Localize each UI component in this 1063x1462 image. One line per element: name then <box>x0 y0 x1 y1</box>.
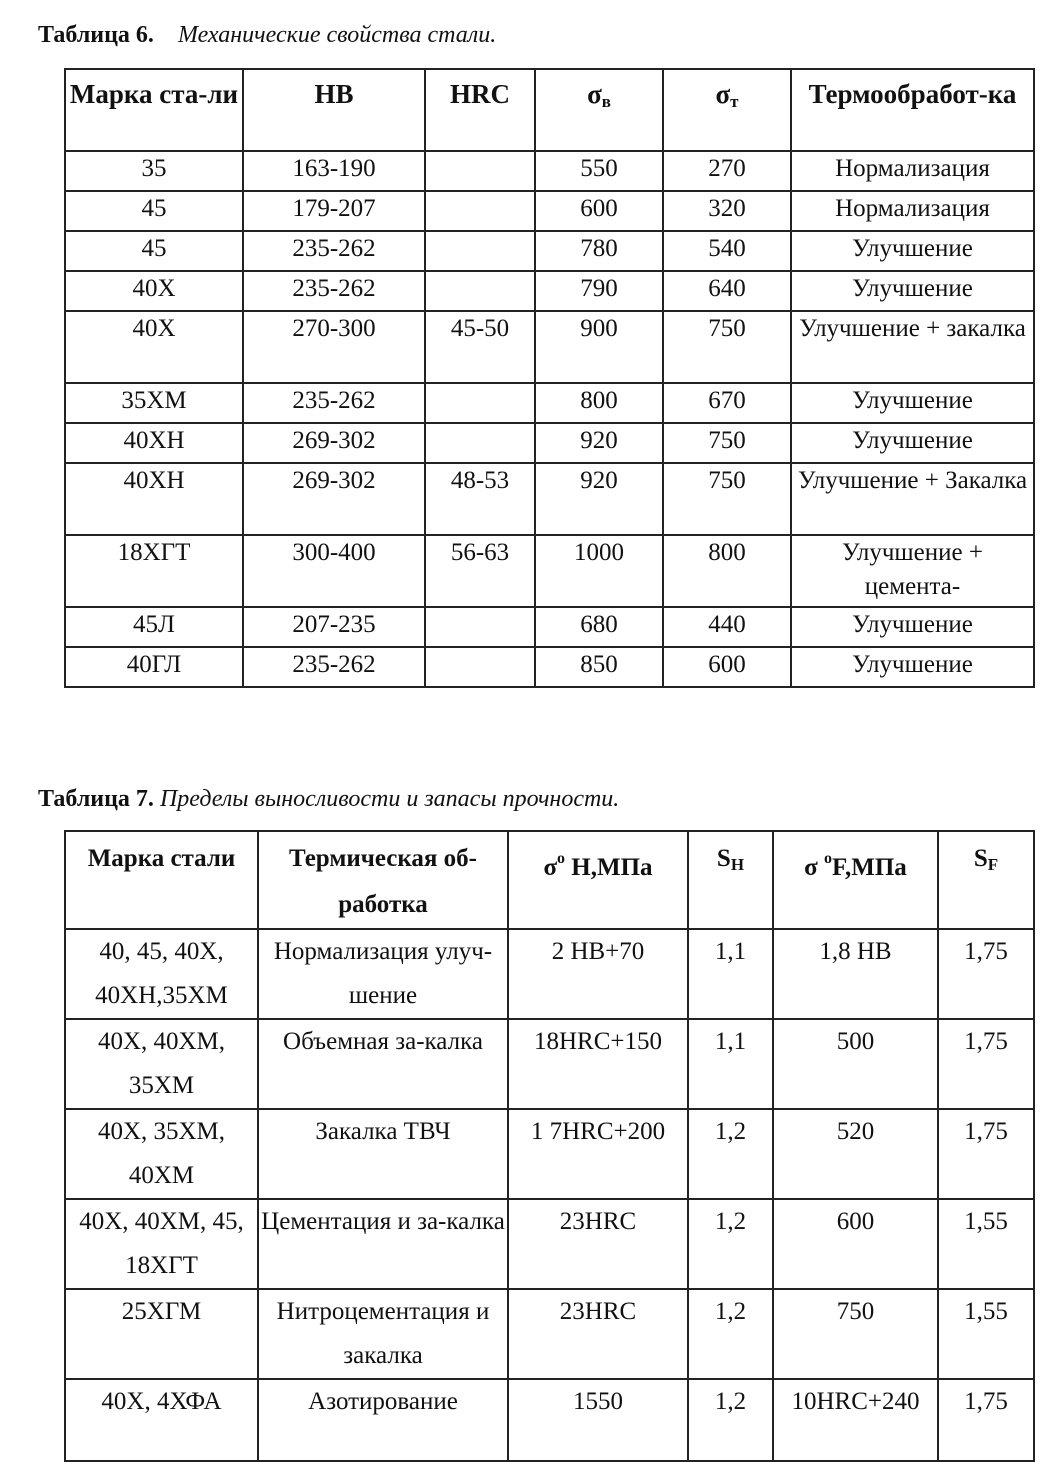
table-row <box>65 423 1034 463</box>
cell-sigma-h: 2 HB+70 <box>508 929 688 1019</box>
cell-hrc: 45-50 <box>425 311 535 383</box>
cell-treatment: Нитроцементация и закалка <box>258 1289 508 1379</box>
cell-grade: 40Х <box>65 271 243 311</box>
cell-grade: 45 <box>65 191 243 231</box>
cell-hrc <box>425 423 535 463</box>
cell-sigma-f: 1,8 HB <box>773 929 938 1019</box>
cell-grade: 40Х, 40ХМ, 45, 18ХГТ <box>65 1199 258 1289</box>
cell-hb: 235-262 <box>243 271 425 311</box>
cell-grade: 35ХМ <box>65 383 243 423</box>
cell-sigma-b: 850 <box>535 647 663 687</box>
cell-hb: 163-190 <box>243 151 425 191</box>
table6-label: Таблица 6. <box>38 22 154 48</box>
cell-treatment: Улучшение <box>791 271 1034 311</box>
cell-treatment: Улучшение <box>791 383 1034 423</box>
cell-sigma-t: 440 <box>663 607 791 647</box>
cell-sigma-t: 800 <box>663 535 791 607</box>
table7-label: Таблица 7. <box>38 786 154 812</box>
cell-sigma-t: 540 <box>663 231 791 271</box>
table-row <box>65 271 1034 311</box>
header-hrc: HRC <box>425 69 535 151</box>
header-grade: Марка стали <box>65 831 258 929</box>
cell-treatment: Улучшение <box>791 647 1034 687</box>
cell-hrc <box>425 271 535 311</box>
cell-hb: 300-400 <box>243 535 425 607</box>
cell-treatment: Улучшение <box>791 607 1034 647</box>
steel-properties-table <box>64 68 1035 688</box>
cell-treatment: Нормализация <box>791 151 1034 191</box>
cell-treatment: Улучшение <box>791 231 1034 271</box>
cell-sf: 1,75 <box>938 1379 1034 1461</box>
cell-sigma-h: 1 7HRC+200 <box>508 1109 688 1199</box>
header-sigma-h: $\sigma^o$ Н,МПа <box>508 831 688 929</box>
cell-sh: 1,2 <box>688 1289 773 1379</box>
cell-sigma-t: 640 <box>663 271 791 311</box>
cell-hb: 269-302 <box>243 463 425 535</box>
table-row <box>65 929 1034 1019</box>
cell-treatment: Нормализация улуч-шение <box>258 929 508 1019</box>
cell-sigma-b: 1000 <box>535 535 663 607</box>
cell-grade: 40ХН <box>65 423 243 463</box>
cell-sh: 1,2 <box>688 1379 773 1461</box>
table7-caption <box>38 786 619 813</box>
header-hb: HB <box>243 69 425 151</box>
cell-treatment: Нормализация <box>791 191 1034 231</box>
cell-sigma-t: 750 <box>663 311 791 383</box>
table-row <box>65 647 1034 687</box>
cell-hb: 207-235 <box>243 607 425 647</box>
cell-hrc <box>425 647 535 687</box>
header-treatment: Термическая об-работка <box>258 831 508 929</box>
cell-hb: 269-302 <box>243 423 425 463</box>
cell-sigma-b: 550 <box>535 151 663 191</box>
table-row <box>65 535 1034 607</box>
table-row <box>65 607 1034 647</box>
cell-treatment: Улучшение + цемента- <box>791 535 1034 607</box>
table-row <box>65 463 1034 535</box>
cell-sh: 1,1 <box>688 929 773 1019</box>
cell-sigma-f: 10HRC+240 <box>773 1379 938 1461</box>
header-sigma-b: $\sigma_в$ <box>535 69 663 151</box>
cell-grade: 40Х, 35ХМ, 40ХМ <box>65 1109 258 1199</box>
cell-sf: 1,75 <box>938 929 1034 1019</box>
cell-hb: 270-300 <box>243 311 425 383</box>
cell-grade: 35 <box>65 151 243 191</box>
header-sf: $S_F$ <box>938 831 1034 929</box>
cell-sh: 1,1 <box>688 1019 773 1109</box>
cell-sigma-h: 1550 <box>508 1379 688 1461</box>
cell-grade: 18ХГТ <box>65 535 243 607</box>
cell-sigma-h: 18HRC+150 <box>508 1019 688 1109</box>
cell-hb: 235-262 <box>243 647 425 687</box>
cell-sigma-b: 920 <box>535 463 663 535</box>
cell-hrc <box>425 607 535 647</box>
cell-hb: 235-262 <box>243 231 425 271</box>
cell-grade: 25ХГМ <box>65 1289 258 1379</box>
cell-hb: 179-207 <box>243 191 425 231</box>
cell-hrc: 56-63 <box>425 535 535 607</box>
cell-sigma-f: 520 <box>773 1109 938 1199</box>
cell-sigma-b: 680 <box>535 607 663 647</box>
cell-treatment: Улучшение + Закалка <box>791 463 1034 535</box>
cell-hb: 235-262 <box>243 383 425 423</box>
cell-treatment: Улучшение + закалка <box>791 311 1034 383</box>
table7-header-row <box>65 831 1034 929</box>
cell-sigma-t: 320 <box>663 191 791 231</box>
cell-sigma-t: 750 <box>663 463 791 535</box>
cell-sigma-t: 600 <box>663 647 791 687</box>
cell-sf: 1,55 <box>938 1289 1034 1379</box>
table-row <box>65 311 1034 383</box>
cell-sigma-b: 600 <box>535 191 663 231</box>
cell-grade: 40ХН <box>65 463 243 535</box>
cell-sigma-f: 750 <box>773 1289 938 1379</box>
header-treatment: Термообработ-ка <box>791 69 1034 151</box>
table-row <box>65 1109 1034 1199</box>
cell-sh: 1,2 <box>688 1199 773 1289</box>
cell-sh: 1,2 <box>688 1109 773 1199</box>
cell-grade: 40ГЛ <box>65 647 243 687</box>
cell-sf: 1,55 <box>938 1199 1034 1289</box>
cell-grade: 40, 45, 40Х, 40ХН,35ХМ <box>65 929 258 1019</box>
cell-sigma-f: 600 <box>773 1199 938 1289</box>
header-sigma-f: σ $^o$F,МПа <box>773 831 938 929</box>
cell-grade: 40Х, 4ХФА <box>65 1379 258 1461</box>
cell-sigma-h: 23HRC <box>508 1289 688 1379</box>
cell-sigma-t: 270 <box>663 151 791 191</box>
cell-hrc <box>425 191 535 231</box>
cell-hrc <box>425 231 535 271</box>
table6-title: Механические свойства стали. <box>177 22 497 48</box>
table6-caption <box>38 22 496 49</box>
cell-grade: 40Х, 40ХМ, 35ХМ <box>65 1019 258 1109</box>
table-row <box>65 231 1034 271</box>
cell-sigma-f: 500 <box>773 1019 938 1109</box>
table-row <box>65 1019 1034 1109</box>
cell-hrc: 48-53 <box>425 463 535 535</box>
endurance-limits-table <box>64 830 1035 1462</box>
cell-grade: 40Х <box>65 311 243 383</box>
cell-sigma-b: 800 <box>535 383 663 423</box>
cell-sigma-b: 790 <box>535 271 663 311</box>
cell-sigma-t: 750 <box>663 423 791 463</box>
cell-hrc <box>425 151 535 191</box>
cell-sigma-b: 920 <box>535 423 663 463</box>
table-row <box>65 1379 1034 1461</box>
cell-treatment: Закалка ТВЧ <box>258 1109 508 1199</box>
cell-grade: 45Л <box>65 607 243 647</box>
cell-grade: 45 <box>65 231 243 271</box>
cell-treatment: Улучшение <box>791 423 1034 463</box>
table-row <box>65 191 1034 231</box>
cell-sigma-t: 670 <box>663 383 791 423</box>
table-row <box>65 1199 1034 1289</box>
table-row <box>65 151 1034 191</box>
cell-treatment: Объемная за-калка <box>258 1019 508 1109</box>
table6-header-row <box>65 69 1034 151</box>
table-row <box>65 1289 1034 1379</box>
header-grade: Марка ста-ли <box>65 69 243 151</box>
table-row <box>65 383 1034 423</box>
cell-treatment: Цементация и за-калка <box>258 1199 508 1289</box>
cell-treatment: Азотирование <box>258 1379 508 1461</box>
cell-sf: 1,75 <box>938 1019 1034 1109</box>
cell-hrc <box>425 383 535 423</box>
cell-sf: 1,75 <box>938 1109 1034 1199</box>
cell-sigma-b: 780 <box>535 231 663 271</box>
table7-title: Пределы выносливости и запасы прочности. <box>159 786 620 812</box>
cell-sigma-h: 23HRC <box>508 1199 688 1289</box>
header-sh: $S_H$ <box>688 831 773 929</box>
header-sigma-t: $\sigma_т$ <box>663 69 791 151</box>
cell-sigma-b: 900 <box>535 311 663 383</box>
